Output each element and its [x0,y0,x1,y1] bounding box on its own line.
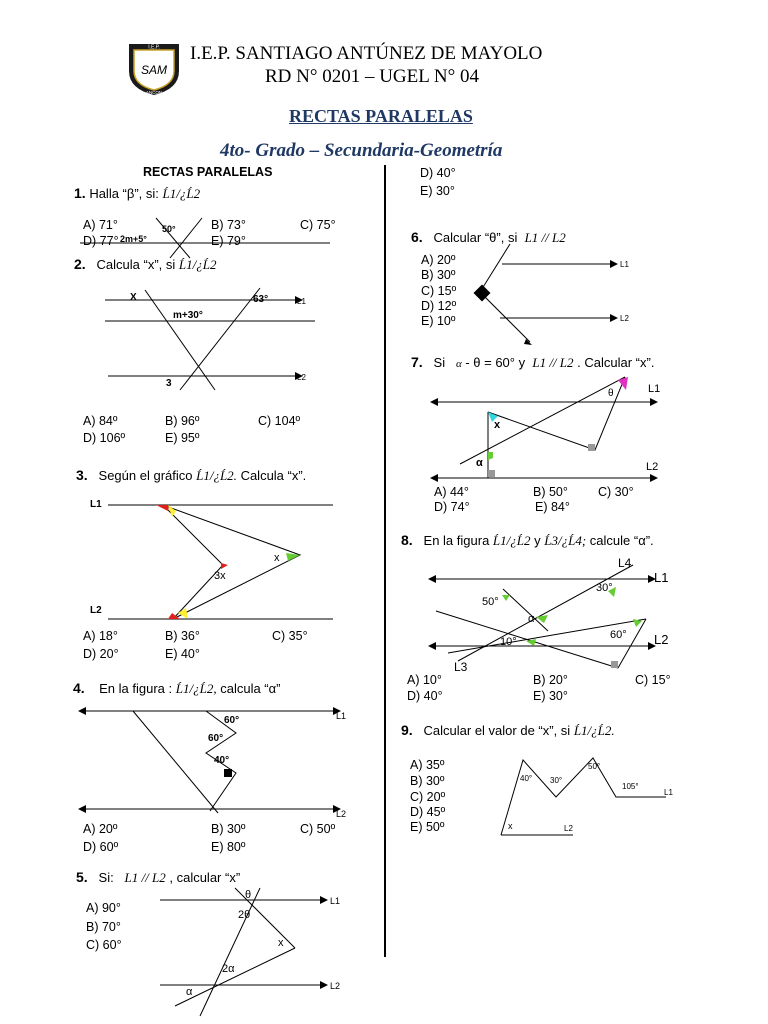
fig-label: L4 [618,556,632,570]
fig-label: 2α [222,963,235,975]
question-5 [76,869,240,886]
option-e[interactable]: E) 50º [410,820,445,834]
question-4 [73,680,280,697]
fig-label: L2 [297,373,306,382]
fig-label: L1 [648,383,661,395]
question-text: Calcular “θ”, si [433,230,518,245]
fig-label: L1 [336,711,347,721]
option-c[interactable]: C) 60° [86,938,122,952]
parallel-condition: L1 // L2 [524,230,566,245]
section-heading: RECTAS PARALELAS [143,165,273,179]
fig-label: θ [245,889,252,901]
fig-label: 3 [166,378,172,389]
fig-label: 2θ [238,909,251,921]
option-b[interactable]: B) 96º [165,414,200,428]
fig-label: X [130,292,137,303]
fig-label: m+30° [173,310,203,321]
option-a[interactable]: A) 84º [83,414,118,428]
option-d[interactable]: D) 45º [410,805,446,819]
fig-label: x [508,821,513,831]
option-d[interactable]: D) 20° [83,647,119,661]
option-e[interactable]: E) 10º [421,314,456,328]
question-7 [411,354,654,371]
question-text-after: calcule “α”. [589,533,654,548]
parallel-condition: Ĺ1/¿Ĺ2 [492,533,531,548]
fig-label: 105° [622,782,639,791]
option-b[interactable]: B) 70° [86,920,121,934]
fig-label: L2 [336,809,347,819]
option-e[interactable]: E) 80º [211,840,246,854]
fig-label: 50° [588,762,601,771]
parallel-condition: Ĺ1/¿Ĺ2, [175,681,217,696]
option-d[interactable]: D) 60º [83,840,119,854]
question-text-after: Calcula “x”. [240,468,307,483]
fig-label: α [186,986,193,998]
fig-label: L1 [330,896,341,906]
question-text-after: calcula “α” [220,681,281,696]
option-a[interactable]: A) 90° [86,901,121,915]
option-a[interactable]: A) 35º [410,758,445,772]
option-c[interactable]: C) 104º [258,414,301,428]
fig-label: 50° [162,224,176,234]
fig-label: L1 [654,570,669,585]
fig-label: 63° [253,294,269,305]
fig-label: L2 [330,981,341,991]
option-e[interactable]: E) 79° [211,234,246,248]
figure-q3 [88,495,348,630]
option-d[interactable]: D) 40° [407,689,443,703]
fig-label: L1 [297,297,306,306]
question-number: 3. [76,467,88,483]
question-number: 5. [76,869,88,885]
fig-label: L1 [664,788,673,797]
option-e[interactable]: E) 30° [420,184,455,198]
alpha-symbol: α [455,358,462,370]
parallel-condition: L1 // L2 [532,355,574,370]
option-d[interactable]: D) 12º [421,299,457,313]
figure-q6 [470,244,640,349]
fig-label: 2m+5° [120,234,147,244]
question-text: Halla “β”, si: [89,186,159,201]
question-text: Calcular el valor de “x”, si [423,723,571,738]
page-subtitle: 4to- Grado – Secundaria-Geometría [220,140,503,161]
question-text: Si: [98,870,114,885]
question-text: En la figura : [99,681,173,696]
figure-q8 [428,553,688,673]
fig-label: L2 [564,824,573,833]
figure-q5 [150,888,360,1018]
option-b[interactable]: B) 36° [165,629,200,643]
option-a[interactable]: A) 18° [83,629,118,643]
option-b[interactable]: B) 50° [533,485,568,499]
question-9 [401,722,615,739]
question-number: 8. [401,532,413,548]
parallel-condition: Ĺ1/¿Ĺ2 [162,186,201,201]
school-rd: RD N° 0201 – UGEL N° 04 [265,66,479,87]
option-d[interactable]: D) 40° [420,166,456,180]
fig-label: 40° [520,774,533,783]
option-a[interactable]: A) 10° [407,673,442,687]
question-number: 7. [411,354,423,370]
option-e[interactable]: E) 30° [533,689,568,703]
option-c[interactable]: C) 30° [598,485,634,499]
option-d[interactable]: D) 106º [83,431,126,445]
question-text-y: y [534,533,541,548]
fig-label: 30° [596,582,613,594]
option-b[interactable]: B) 30º [410,774,445,788]
option-b[interactable]: B) 30º [421,268,456,282]
option-a[interactable]: A) 20º [83,822,118,836]
fig-label: θ [608,388,614,399]
option-d[interactable]: D) 74° [434,500,470,514]
parallel-condition: Ĺ1/¿Ĺ2. [196,468,237,483]
option-b[interactable]: B) 20° [533,673,568,687]
option-c[interactable]: C) 15º [421,284,457,298]
fig-label: L1 [620,260,629,269]
fig-label: L2 [654,632,669,647]
question-text: Si [433,355,446,370]
question-number: 2. [74,256,86,272]
parallel-condition-2: Ĺ3/¿Ĺ4; [544,533,587,548]
question-text: Según el gráfico [98,468,193,483]
figure-q7 [430,372,680,487]
option-e[interactable]: E) 84° [535,500,570,514]
option-b[interactable]: B) 73° [211,218,246,232]
fig-label: α [476,457,483,469]
fig-label: α [528,613,535,625]
fig-label: 30° [550,776,563,785]
parallel-condition: Ĺ1/¿Ĺ2. [573,723,615,738]
page-title: RECTAS PARALELAS [289,106,473,126]
option-b[interactable]: B) 30º [211,822,246,836]
logo-bottom-text: ANCON [145,90,163,95]
parallel-condition: Ĺ1/¿Ĺ2 [178,257,217,272]
option-a[interactable]: A) 44° [434,485,469,499]
figure-q4 [78,703,358,818]
fig-label: L2 [90,605,102,616]
question-3 [76,467,306,484]
parallel-condition: L1 // L2 [124,870,166,885]
question-number: 9. [401,722,413,738]
fig-label: x [274,552,280,564]
option-e[interactable]: E) 95º [165,431,200,445]
school-name: I.E.P. SANTIAGO ANTÚNEZ DE MAYOLO [190,43,543,64]
logo-top-text: I.E.P. [148,44,160,51]
question-text-after: . Calcular “x”. [577,355,655,370]
fig-label: 3x [214,570,226,582]
option-a[interactable]: A) 20º [421,253,456,267]
option-c[interactable]: C) 15° [635,673,671,687]
fig-label: 10° [500,636,517,648]
question-text-after: , calcular “x” [169,870,241,885]
option-a[interactable]: A) 71° [83,218,118,232]
logo-monogram: SAM [140,63,168,77]
fig-label: 40° [214,755,230,766]
fig-label: x [278,937,284,949]
question-number: 6. [411,229,423,245]
column-divider [384,165,386,957]
fig-label: L2 [646,461,659,473]
fig-label: 60° [208,733,224,744]
question-number: 1. [74,185,86,201]
question-number: 4. [73,680,85,696]
fig-label: x [494,419,501,431]
fig-label: L1 [90,499,102,510]
option-c[interactable]: C) 75° [300,218,336,232]
option-c[interactable]: C) 50º [300,822,336,836]
logo-shield-icon [126,41,182,97]
question-1 [74,185,200,202]
figure-q9 [498,755,688,840]
question-2 [74,256,216,273]
fig-label: 60° [610,629,627,641]
option-e[interactable]: E) 40° [165,647,200,661]
figure-q2 [100,280,320,400]
question-text-mid: - θ = 60° y [465,355,526,370]
option-d[interactable]: D) 77° [83,234,119,248]
question-8 [401,532,654,549]
school-logo [126,41,182,97]
question-text: En la figura [423,533,490,548]
fig-label: 50° [482,596,499,608]
fig-label: L3 [454,660,468,674]
question-text: Calcula “x”, si [96,257,176,272]
fig-label: 60° [224,715,240,726]
fig-label: L2 [620,314,629,323]
option-c[interactable]: C) 35° [272,629,308,643]
option-c[interactable]: C) 20º [410,790,446,804]
